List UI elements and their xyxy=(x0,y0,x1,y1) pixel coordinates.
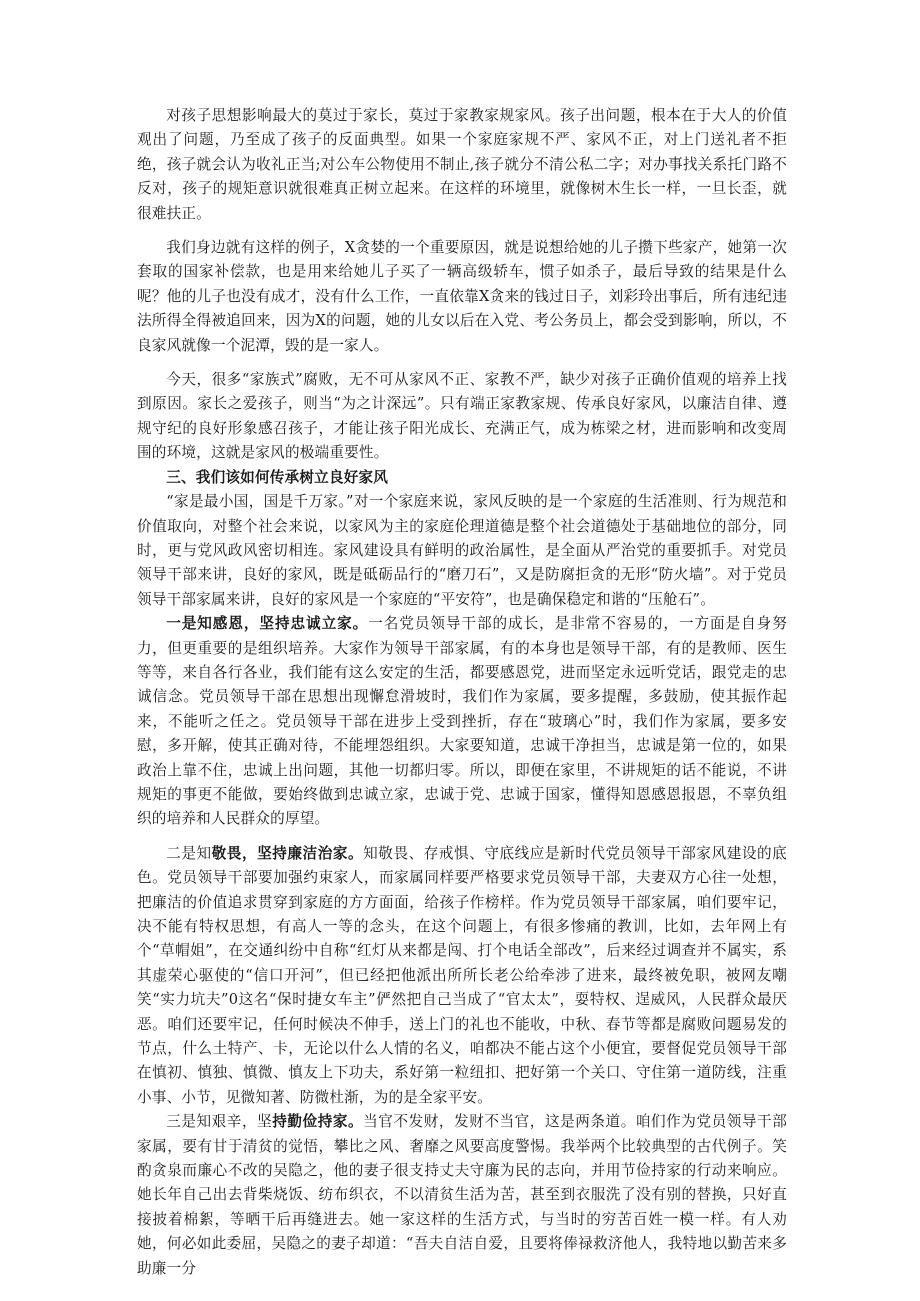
body-hardship: 当官不发财，发财不当官，这是两条道。咱们作为党员领导干部家属，要有甘于清贫的觉悟，攀比之风、奢靡之风要高度警惕。我举两个比较典型的古代例子。笑酌贪泉而廉心不改的吴隐之，他的妻子很支持丈夫守廉为民的志向，并用节俭持家的行动来响应。她长年自己出去背柴烧饭、纺布织衣，不以清贫生活为苦，甚至到衣服洗了没有别的替换，只好直接披着棉絮，等晒干后再缝进去。她一家这样的生活方式，与当时的穷苦百姓一模一样。有人劝她，何必如此委屈，吴隐之的妻子却道：“吾夫自洁自爱，且要将俸禄救济他人，我特地以勤苦来多助廉一分 xyxy=(137,1113,788,1277)
document-page xyxy=(137,104,787,1281)
paragraph-parental-influence: 对孩子思想影响最大的莫过于家长，莫过于家教家规家风。孩子出问题，根本在于大人的价值观出了问题，乃至成了孩子的反面典型。如果一个家庭家规不严、家风不正，对上门送礼者不拒绝，孩子就会认为收礼正当;对公车公物使用不制止,孩子就分不清公私二字；对办事找关系托门路不反对，孩子的规矩意识就很难真正树立起来。在这样的环境里，就像树木生长一样，一旦长歪，就很难扶正。 xyxy=(137,107,787,222)
section-heading-3: 三、我们该如何传承树立良好家风 xyxy=(166,468,389,486)
paragraph-hardship-thrift xyxy=(137,1110,787,1281)
paragraph-gratitude-loyalty xyxy=(137,612,787,832)
lead-reverence-plain: 二是知 xyxy=(166,844,212,862)
body-gratitude: 一名党员领导干部的成长，是非常不容易的，一方面是自身努力，但更重要的是组织培养。大家作为领导干部家属，有的本身也是领导干部，有的是教师、医生等等，来自各行各业，我们能有这么安定的生活，都要感恩党，进而坚定永远听党话，跟党走的忠诚信念。党员领导干部在思想出现懈怠滑坡时，我们作为家属，要多提醒，多鼓励，使其振作起来，不能听之任之。党员领导干部在进步上受到挫折，存在“玻璃心”时，我们作为家属，要多安慰，多开解，使其正确对待，不能埋怨组织。大家要知道，忠诚干净担当，忠诚是第一位的，如果政治上靠不住，忠诚上出问题，其他一切都归零。所以，即便在家里，不讲规矩的话不能说，不讲规矩的事更不能做，要始终做到忠诚立家，忠诚于党、忠诚于国家，懂得知恩感恩报恩，不辜负组织的培养和人民群众的厚望。 xyxy=(137,615,788,828)
lead-gratitude: 一是知感恩，坚持忠诚立家。 xyxy=(166,615,369,633)
lead-hardship: 持勤俭持家。 xyxy=(272,1113,364,1131)
paragraph-family-and-state: “家是最小国，国是千万家。”对一个家庭来说，家风反映的是一个家庭的生活准则、行为规范和价值取向，对整个社会来说，以家风为主的家庭伦理道德是整个社会道德处于基础地位的部分，同时，更与党风政风密切相连。家风建设具有鲜明的政治属性，是全面从严治党的重要抓手。对党员领导干部来讲，良好的家风，既是砥砺品行的“磨刀石”，又是防腐拒贪的无形“防火墙”。对于党员领导干部家属来讲，良好的家风是一个家庭的“平安符”，也是确保稳定和谐的“压舱石”。 xyxy=(137,493,787,608)
lead-reverence: 敬畏，坚持廉洁治家。 xyxy=(211,844,364,862)
lead-hardship-plain: 三是知艰辛，坚 xyxy=(166,1113,273,1131)
paragraph-example-case: 我们身边就有这样的例子，X贪婪的一个重要原因，就是说想给她的儿子攒下些家产，她第一次套取的国家补偿款，也是用来给她儿子买了一辆高级轿车，惯子如杀子，最后导致的结果是什么呢？他的儿子也没有成才，没有什么工作，一直依靠X贪来的钱过日子，刘彩玲出事后，所有违纪违法所得全得被追回来，因为X的问题，她的儿女以后在入党、考公务员上，都会受到影响，所以，不良家风就像一个泥潭，毁的是一家人。 xyxy=(137,239,787,354)
body-reverence: 知敬畏、存戒惧、守底线应是新时代党员领导干部家风建设的底色。党员领导干部要加强约束家人，而家属同样要严格要求党员领导干部，夫妻双方心往一处想，把廉洁的价值追求贯穿到家庭的方方面面，给孩子作榜样。作为党员领导干部家属，咱们要牢记，决不能有特权思想，有高人一等的念头，在这个问题上，有很多惨痛的教训，比如，去年网上有个“草帽姐”，在交通纠纷中自称“红灯从来都是闯、打个电话全部改”，后来经过调查并不属实，系其虚荣心驱使的“信口开河”，但已经把他派出所所长老公给牵涉了进来，最终被免职，被网友嘲笑“实力坑夫”0这名“保时捷女车主”俨然把自己当成了“官太太”，耍特权、逞威风，人民群众最厌恶。咱们还要牢记，任何时候决不伸手，送上门的礼也不能收，中秋、春节等都是腐败问题易发的节点，什么土特产、卡，无论以什么人情的名义，咱都决不能占这个小便宜，要督促党员领导干部在慎初、慎独、慎微、慎友上下功夫，系好第一粒纽扣、把好第一个关口、守住第一道防线，注重小事、小节，见微知著、防微杜渐，为的是全家平安。 xyxy=(137,844,787,1106)
paragraph-reverence-integrity xyxy=(137,842,787,1110)
paragraph-family-corruption: 今天，很多“家族式”腐败，无不可从家风不正、家教不严，缺少对孩子正确价值观的培养上找到原因。家长之爱孩子，则当“为之计深远”。只有端正家教家规、传承良好家风，以廉洁自律、遵规守纪的良好形象感召孩子，才能让孩子阳光成长、充满正气，成为栋梁之材，进而影响和改变周围的环境，这就是家风的极端重要性。 xyxy=(137,371,787,462)
